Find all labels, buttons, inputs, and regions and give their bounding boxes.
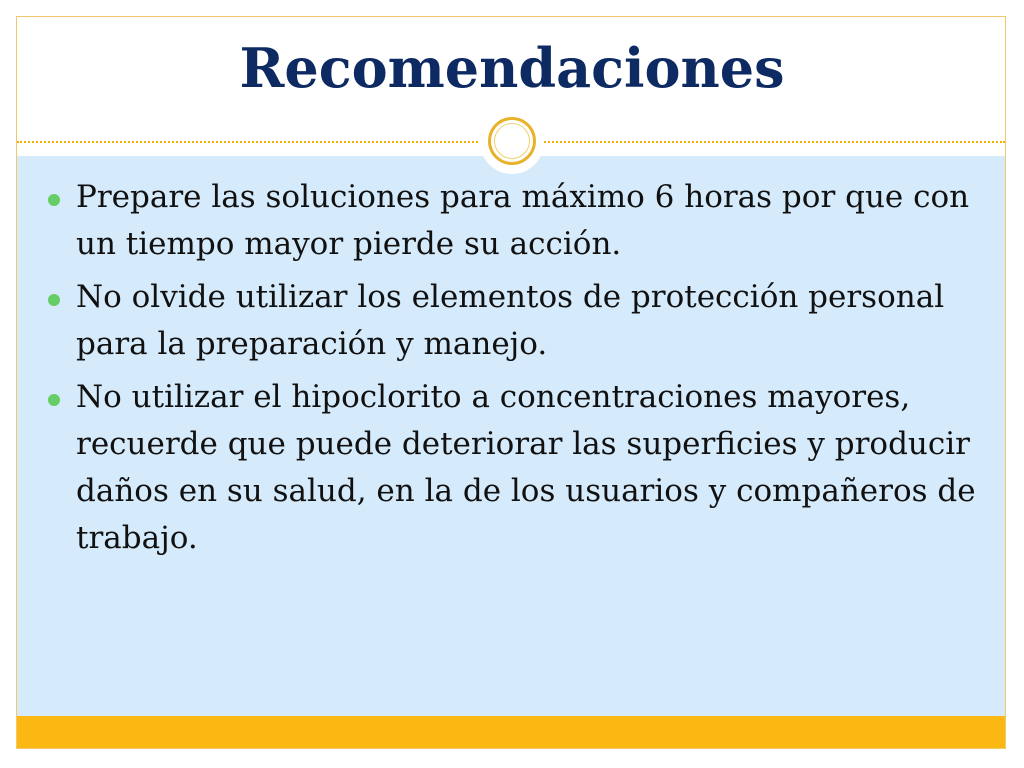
list-item — [42, 174, 982, 268]
list-item — [42, 274, 982, 368]
bottom-accent-bar — [17, 716, 1005, 748]
bullet-text: Prepare las soluciones para máximo 6 horas por que con un tiempo mayor pierde su acción. — [76, 179, 970, 262]
bullet-list — [42, 174, 982, 568]
bullet-icon — [48, 294, 60, 306]
bullet-text: No olvide utilizar los elementos de protección personal para la preparación y manejo. — [76, 279, 945, 362]
bullet-text: No utilizar el hipoclorito a concentraciones mayores, recuerde que puede deteriorar las superficies y producir daños en su salud, en la de los usuarios y compañeros de trabajo. — [76, 379, 976, 556]
slide-title: Recomendaciones — [239, 36, 785, 100]
ornament-inner-ring — [494, 123, 530, 159]
bullet-icon — [48, 394, 60, 406]
list-item — [42, 374, 982, 562]
bullet-icon — [48, 194, 60, 206]
